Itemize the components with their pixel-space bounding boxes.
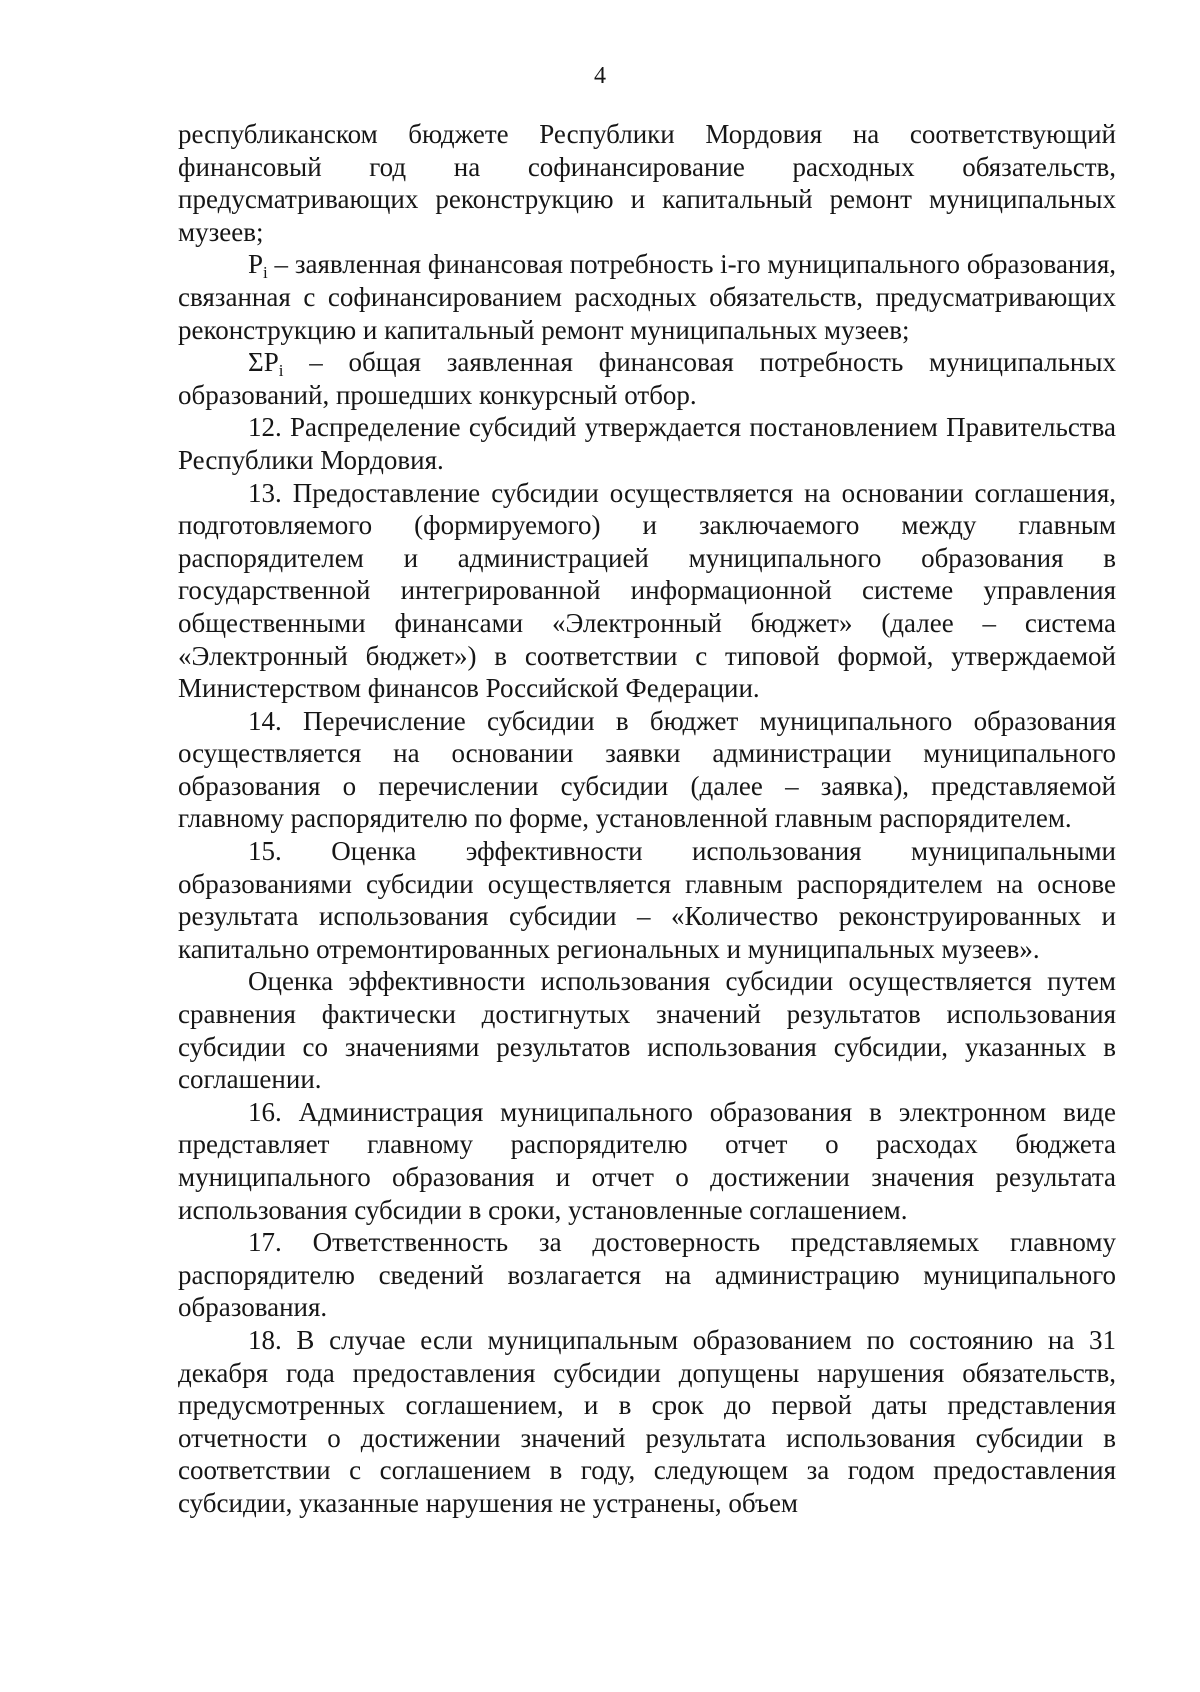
formula-subscript-i: i [278, 361, 284, 381]
paragraph-budget-definition: республиканском бюджете Республики Мордовия на соответствующий финансовый год на софинансирование расходных обязательств, предусматривающих реконструкцию и капитальный ремонт муниципальных музеев; [178, 119, 1116, 247]
paragraph-14: 14. Перечисление субсидии в бюджет муниципального образования осуществляется на основании заявки администрации муниципального образования о перечислении субсидии (далее – заявка), представляемой главному распорядителю по форме, установленной главным распорядителем. [178, 705, 1116, 834]
document-body [178, 118, 1116, 1520]
paragraph-18: 18. В случае если муниципальным образованием по состоянию на 31 декабря года предоставления субсидии допущены нарушения обязательств, предусмотренных соглашением, и в срок до первой даты представления отчетности о достижении значений результата использования субсидии в соответствии с соглашением в году, следующем за годом предоставления субсидии, указанные нарушения не устранены, объем [178, 1324, 1116, 1518]
paragraph-sum-pi-definition [178, 346, 1116, 411]
paragraph-sum-pi-text: – общая заявленная финансовая потребность муниципальных образований, прошедших конкурсный отбор. [178, 347, 1116, 410]
paragraph-pi-definition [178, 248, 1116, 346]
paragraph-17: 17. Ответственность за достоверность представляемых главному распорядителю сведений возлагается на администрацию муниципального образования. [178, 1227, 1116, 1323]
paragraph-12: 12. Распределение субсидий утверждается постановлением Правительства Республики Мордовия. [178, 412, 1116, 475]
formula-symbol-sum-pi: ΣP [248, 347, 279, 378]
formula-symbol-pi: P [248, 249, 264, 280]
page-number: 4 [594, 63, 606, 89]
paragraph-15: 15. Оценка эффективности использования муниципальными образованиями субсидии осуществляется главным распорядителем на основе результата использования субсидии – «Количество реконструированных и капитально отремонтированных региональных и муниципальных музеев». [178, 836, 1116, 964]
formula-subscript-i: i [263, 263, 268, 283]
paragraph-pi-text: – заявленная финансовая потребность i-го муниципального образования, связанная с софинансированием расходных обязательств, предусматривающих реконструкцию и капитальный ремонт муниципальных музеев; [178, 249, 1116, 345]
paragraph-16: 16. Администрация муниципального образования в электронном виде представляет главному распорядителю отчет о расходах бюджета муниципального образования и отчет о достижении значения результата использования субсидии в сроки, установленные соглашением. [178, 1096, 1116, 1225]
paragraph-15-evaluation: Оценка эффективности использования субсидии осуществляется путем сравнения фактически достигнутых значений результатов использования субсидии со значениями результатов использования субсидии, указанных в соглашении. [178, 966, 1116, 1095]
paragraph-13: 13. Предоставление субсидии осуществляется на основании соглашения, подготовляемого (формируемого) и заключаемого между главным распорядителем и администрацией муниципального образования в государственной интегрированной информационной системе управления общественными финансами «Электронный бюджет» (далее – система «Электронный бюджет») в соответствии с типовой формой, утверждаемой Министерством финансов Российской Федерации. [178, 477, 1116, 704]
